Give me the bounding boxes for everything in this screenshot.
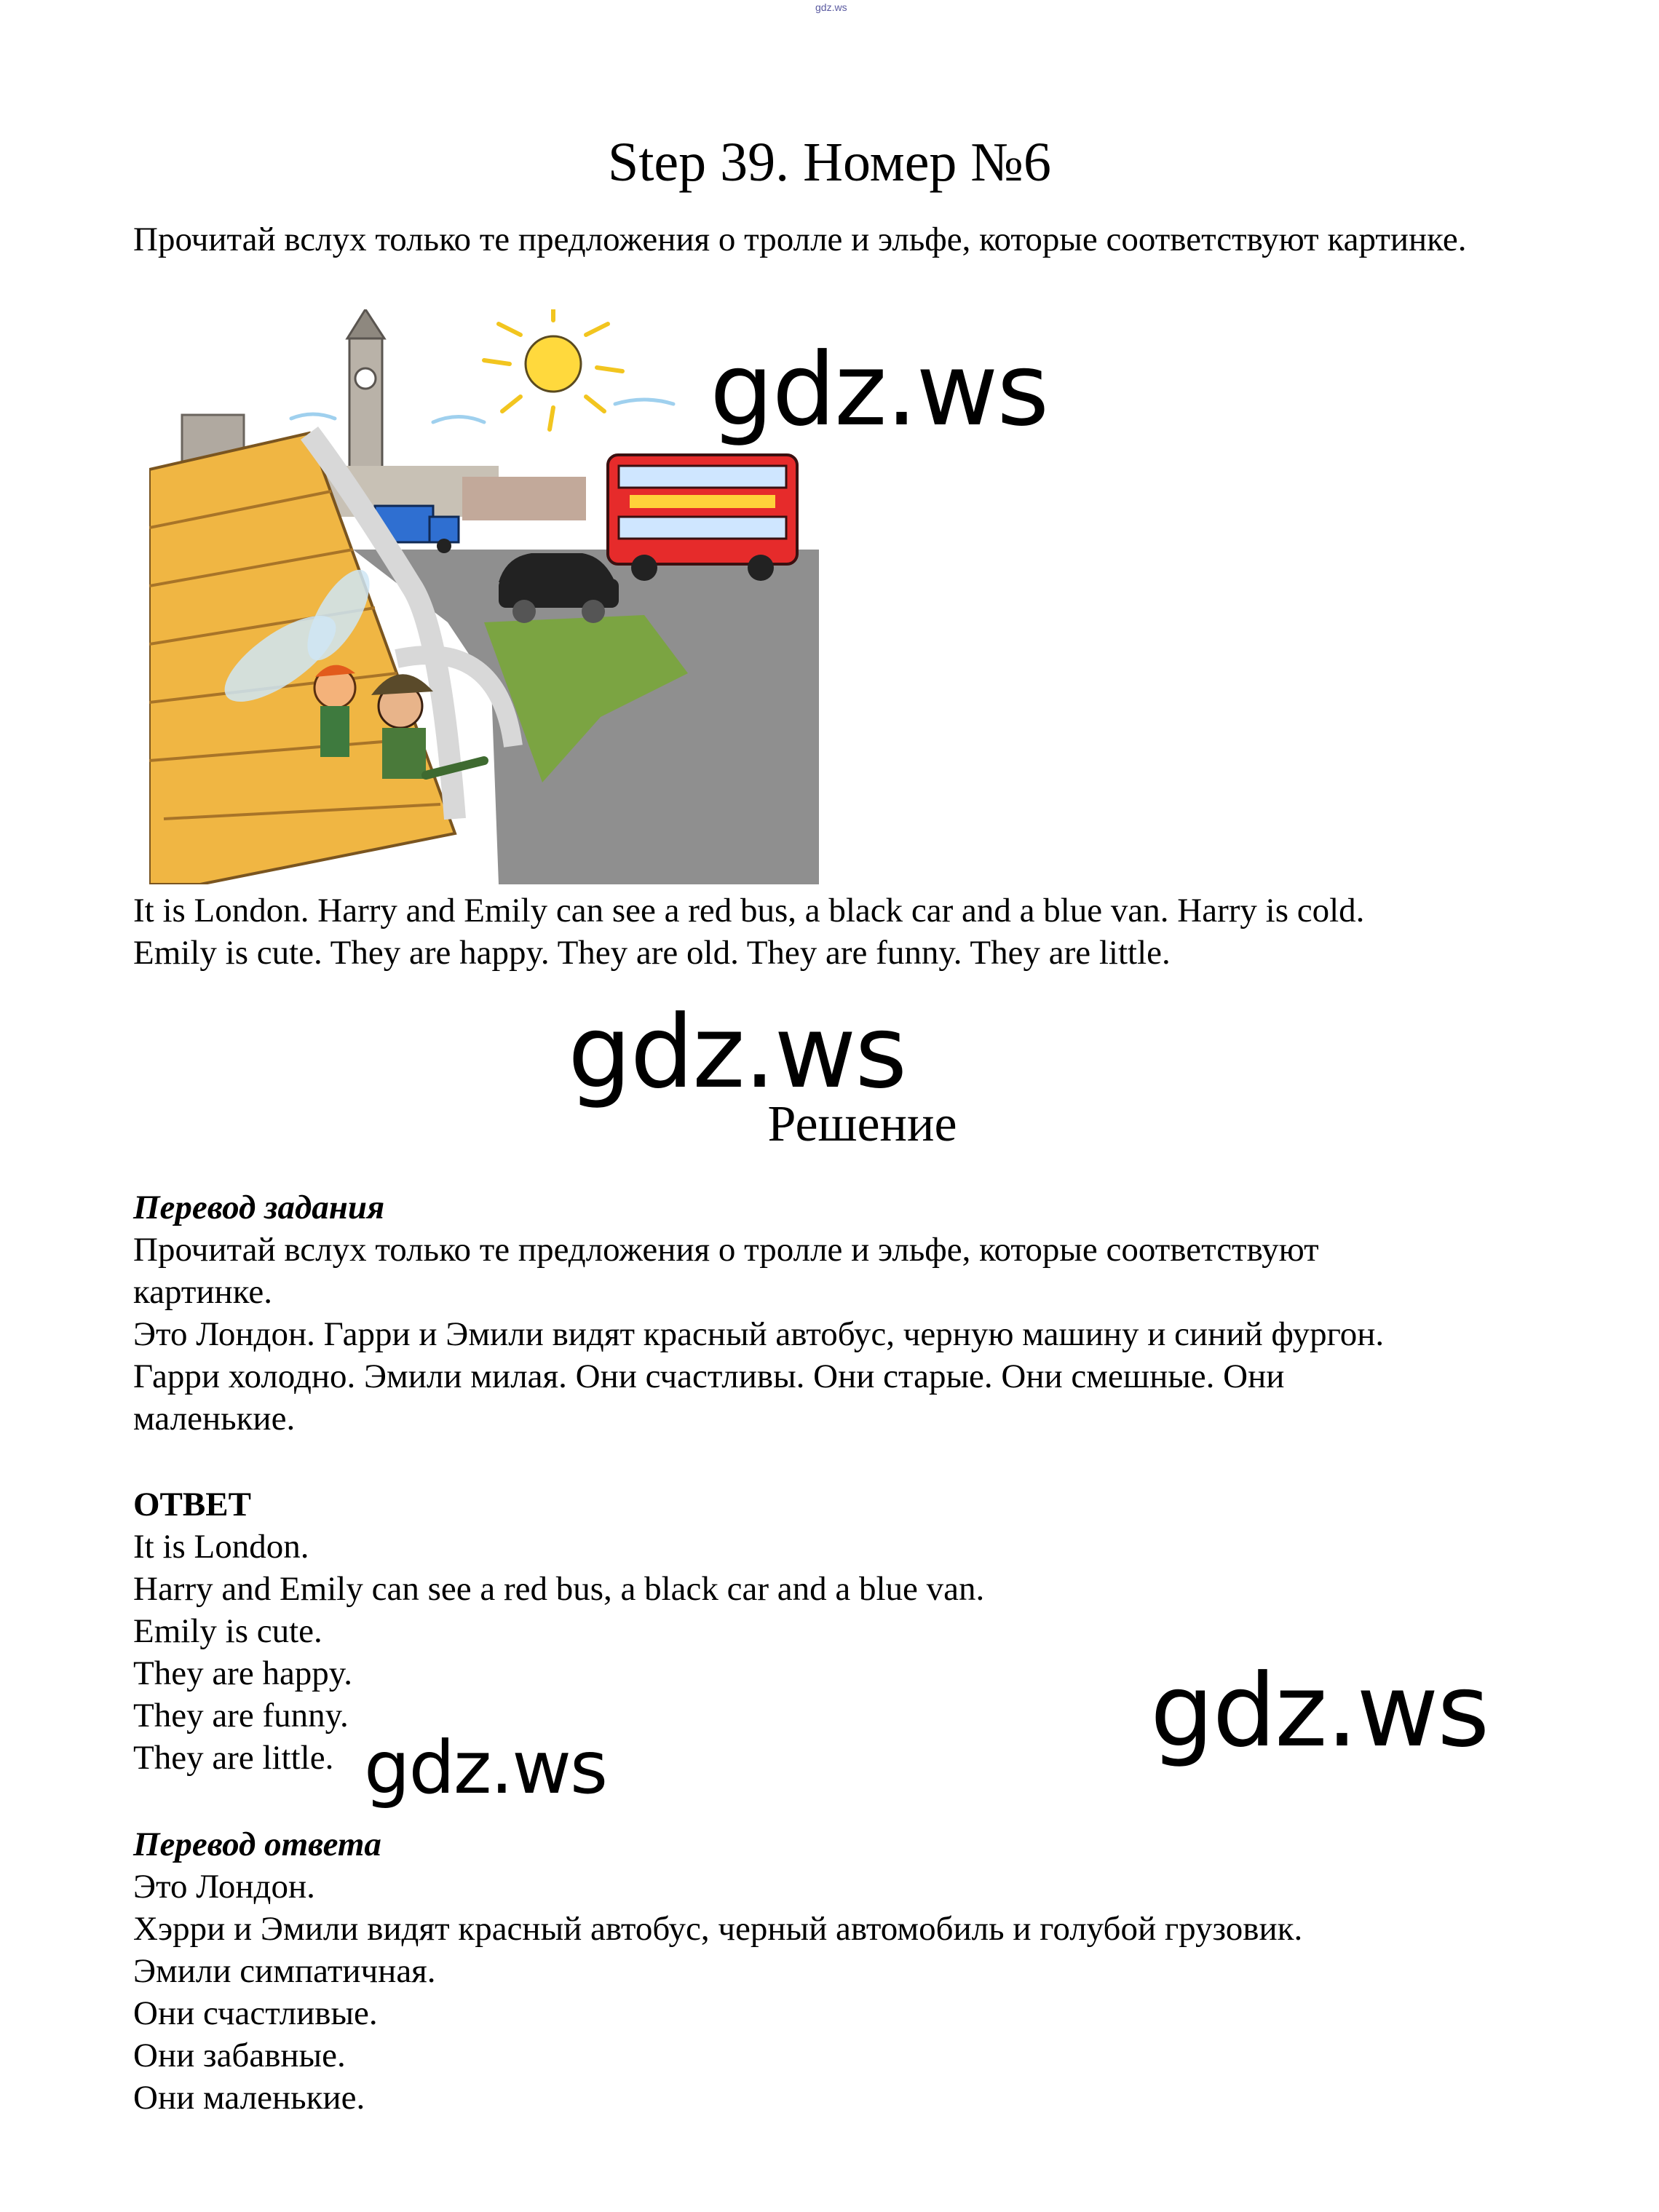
answer-line: Harry and Emily can see a red bus, a black car and a blue van. — [133, 1570, 985, 1608]
answer-line: They are happy. — [133, 1654, 353, 1692]
answer-line: They are little. — [133, 1739, 334, 1777]
answer-heading: ОТВЕТ — [133, 1486, 251, 1523]
translation-answer-line: Они маленькие. — [133, 2079, 365, 2117]
answer-line: Emily is cute. — [133, 1612, 322, 1650]
red-bus-icon — [608, 455, 797, 581]
translation-answer-heading: Перевод ответа — [133, 1826, 381, 1863]
translation-task-block — [133, 1186, 1589, 1440]
translation-task-line: маленькие. — [133, 1400, 296, 1438]
task-text: Прочитай вслух только те предложения о тролле и эльфе, которые соответствуют картинке. — [133, 221, 1467, 258]
translation-task-line: Прочитай вслух только те предложения о тролле и эльфе, которые соответствуют — [133, 1231, 1319, 1269]
sentence-line: Emily is cute. They are happy. They are old. They are funny. They are little. — [133, 934, 1171, 972]
watermark: gdz.ws — [710, 331, 1048, 448]
translation-answer-line: Это Лондон. — [133, 1868, 315, 1906]
page-title: Step 39. Номер №6 — [608, 132, 1051, 193]
answer-line: It is London. — [133, 1528, 309, 1566]
translation-task-line: картинке. — [133, 1273, 272, 1311]
translation-answer-block — [133, 1823, 1589, 2119]
watermark: gdz.ws — [1150, 1652, 1489, 1769]
watermark: gdz.ws — [364, 1725, 607, 1810]
translation-answer-line: Они забавные. — [133, 2037, 346, 2074]
sentences-block — [133, 889, 1589, 974]
translation-task-heading: Перевод задания — [133, 1189, 385, 1226]
answer-line: They are funny. — [133, 1697, 349, 1735]
translation-task-line: Гарри холодно. Эмили милая. Они счастливы. Они старые. Они смешные. Они — [133, 1357, 1285, 1395]
watermark: gdz.ws — [568, 994, 906, 1111]
translation-answer-line: Эмили симпатичная. — [133, 1952, 436, 1990]
translation-answer-line: Хэрри и Эмили видят красный автобус, черный автомобиль и голубой грузовик. — [133, 1910, 1303, 1948]
top-watermark: gdz.ws — [815, 1, 847, 13]
translation-task-line: Это Лондон. Гарри и Эмили видят красный автобус, черную машину и синий фургон. — [133, 1315, 1385, 1353]
solution-label: Решение — [767, 1096, 957, 1152]
translation-answer-line: Они счастливые. — [133, 1994, 378, 2032]
sentence-line: It is London. Harry and Emily can see a red bus, a black car and a blue van. Harry is cold. — [133, 892, 1365, 929]
